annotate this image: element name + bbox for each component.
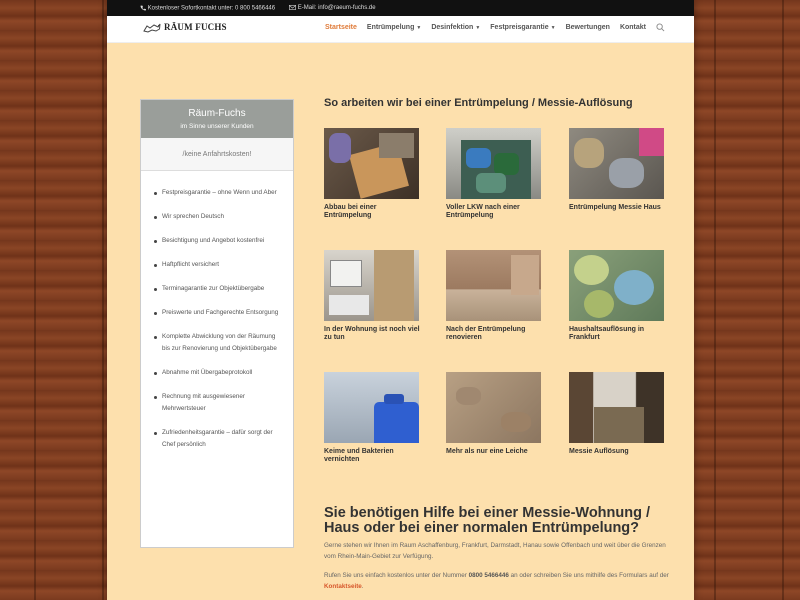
photo-full-truck[interactable] [446,128,541,199]
gallery-caption: Nach der Entrümpelung renovieren [446,326,526,341]
gallery-item[interactable] [324,250,420,342]
gallery-caption: Haushaltsauflösung in Frankfurt [569,326,645,341]
gallery-caption: In der Wohnung ist noch viel zu tun [324,326,420,341]
list-item: Preiswerte und Fachgerechte Entsorgung [153,307,279,319]
gallery-caption: Messie Auflösung [569,448,629,455]
photo-furniture-removal[interactable] [324,128,419,199]
list-item: Besichtigung und Angebot kostenfrei [153,235,279,247]
photo-empty-room[interactable] [446,250,541,321]
phone-contact[interactable]: Kostenloser Sofortkontakt unter: 0 800 5466446 [140,5,275,12]
list-item: Komplette Abwicklung von der Räumung bis zur Renovierung und Objektübergabe [153,331,279,355]
search-icon[interactable] [656,23,664,31]
fox-logo-icon [143,22,161,32]
phone-number[interactable]: 0800 5466446 [468,572,509,579]
nav-startseite[interactable]: Startseite [325,24,357,31]
main-navigation [325,24,664,32]
photo-household-bags[interactable] [569,250,664,321]
list-item: Abnahme mit Übergabeprotokoll [153,367,279,379]
list-item: Festpreisgarantie – ohne Wenn und Aber [153,187,279,199]
site-header [107,16,694,43]
list-item: Zufriedenheitsgarantie – dafür sorgt der Chef persönlich [153,427,279,451]
nav-festpreisgarantie[interactable]: Festpreisgarantie ▼ [490,24,556,31]
email-contact[interactable]: E-Mail: info@raeum-fuchs.de [289,5,375,11]
gallery-heading: So arbeiten wir bei einer Entrümpelung / Messie-Auflösung [324,97,633,109]
gallery-item[interactable] [324,372,420,464]
photo-messie-room[interactable] [569,372,664,443]
photo-dirty-floor[interactable] [446,372,541,443]
sidebar-widget [140,99,294,548]
chevron-down-icon: ▼ [475,25,481,31]
sidebar-subtitle: im Sinne unserer Kunden [180,123,254,130]
gallery-caption: Mehr als nur eine Leiche [446,448,528,455]
list-item: Wir sprechen Deutsch [153,211,279,223]
gallery-item[interactable] [569,372,665,456]
photo-disinfection[interactable] [324,372,419,443]
chevron-down-icon: ▼ [416,25,422,31]
gallery-caption: Voller LKW nach einer Entrümpelung [446,204,520,219]
gallery-item[interactable] [569,128,665,212]
top-bar [107,0,694,16]
website-page [107,0,694,600]
list-item: Haftpflicht versichert [153,259,279,271]
nav-entruempelung[interactable]: Entrümpelung ▼ [366,24,422,31]
gallery-item[interactable] [446,372,542,456]
contact-text: Rufen Sie uns einfach kostenlos unter der Nummer 0800 5466446 an oder schreiben Sie uns mithilfe des Formulars auf der Kontaktseite. [324,572,669,590]
contact-page-link[interactable]: Kontaktseite [324,583,362,590]
list-item: Rechnung mit ausgewiesener Mehrwertsteuer [153,391,279,415]
photo-apartment-work[interactable] [324,250,419,321]
help-heading: Sie benötigen Hilfe bei einer Messie-Wohnung / Haus oder bei einer normalen Entrümpelung? [324,505,651,536]
gallery-item[interactable] [324,128,420,220]
gallery-caption: Entrümpelung Messie Haus [569,204,661,211]
service-area-text: Gerne stehen wir Ihnen im Raum Aschaffenburg, Frankfurt, Darmstadt, Hanau sowie Offenbach und weit über die Grenzen vom Rhein-Main-Gebiet zur Verfügung. [324,542,666,560]
mail-icon [289,5,296,10]
site-logo[interactable] [143,22,227,32]
gallery-caption: Keime und Bakterien vernichten [324,448,394,463]
sidebar-title: Räum-Fuchs [188,108,246,119]
nav-kontakt[interactable]: Kontakt [619,24,646,31]
chevron-down-icon: ▼ [550,25,556,31]
sidebar-header [141,100,293,138]
gallery-item[interactable] [569,250,665,342]
gallery-caption: Abbau bei einer Entrümpelung [324,204,377,219]
benefits-list [141,171,293,451]
list-item: Terminagarantie zur Objektübergabe [153,283,279,295]
sidebar-note: /keine Anfahrtskosten! [141,138,293,171]
gallery-item[interactable] [446,250,542,342]
photo-messie-house[interactable] [569,128,664,199]
gallery-item[interactable] [446,128,542,220]
phone-icon [140,5,146,11]
logo-text: RÄUM FUCHS [164,22,227,32]
nav-bewertungen[interactable]: Bewertungen [565,24,610,31]
nav-desinfektion[interactable]: Desinfektion ▼ [431,24,481,31]
